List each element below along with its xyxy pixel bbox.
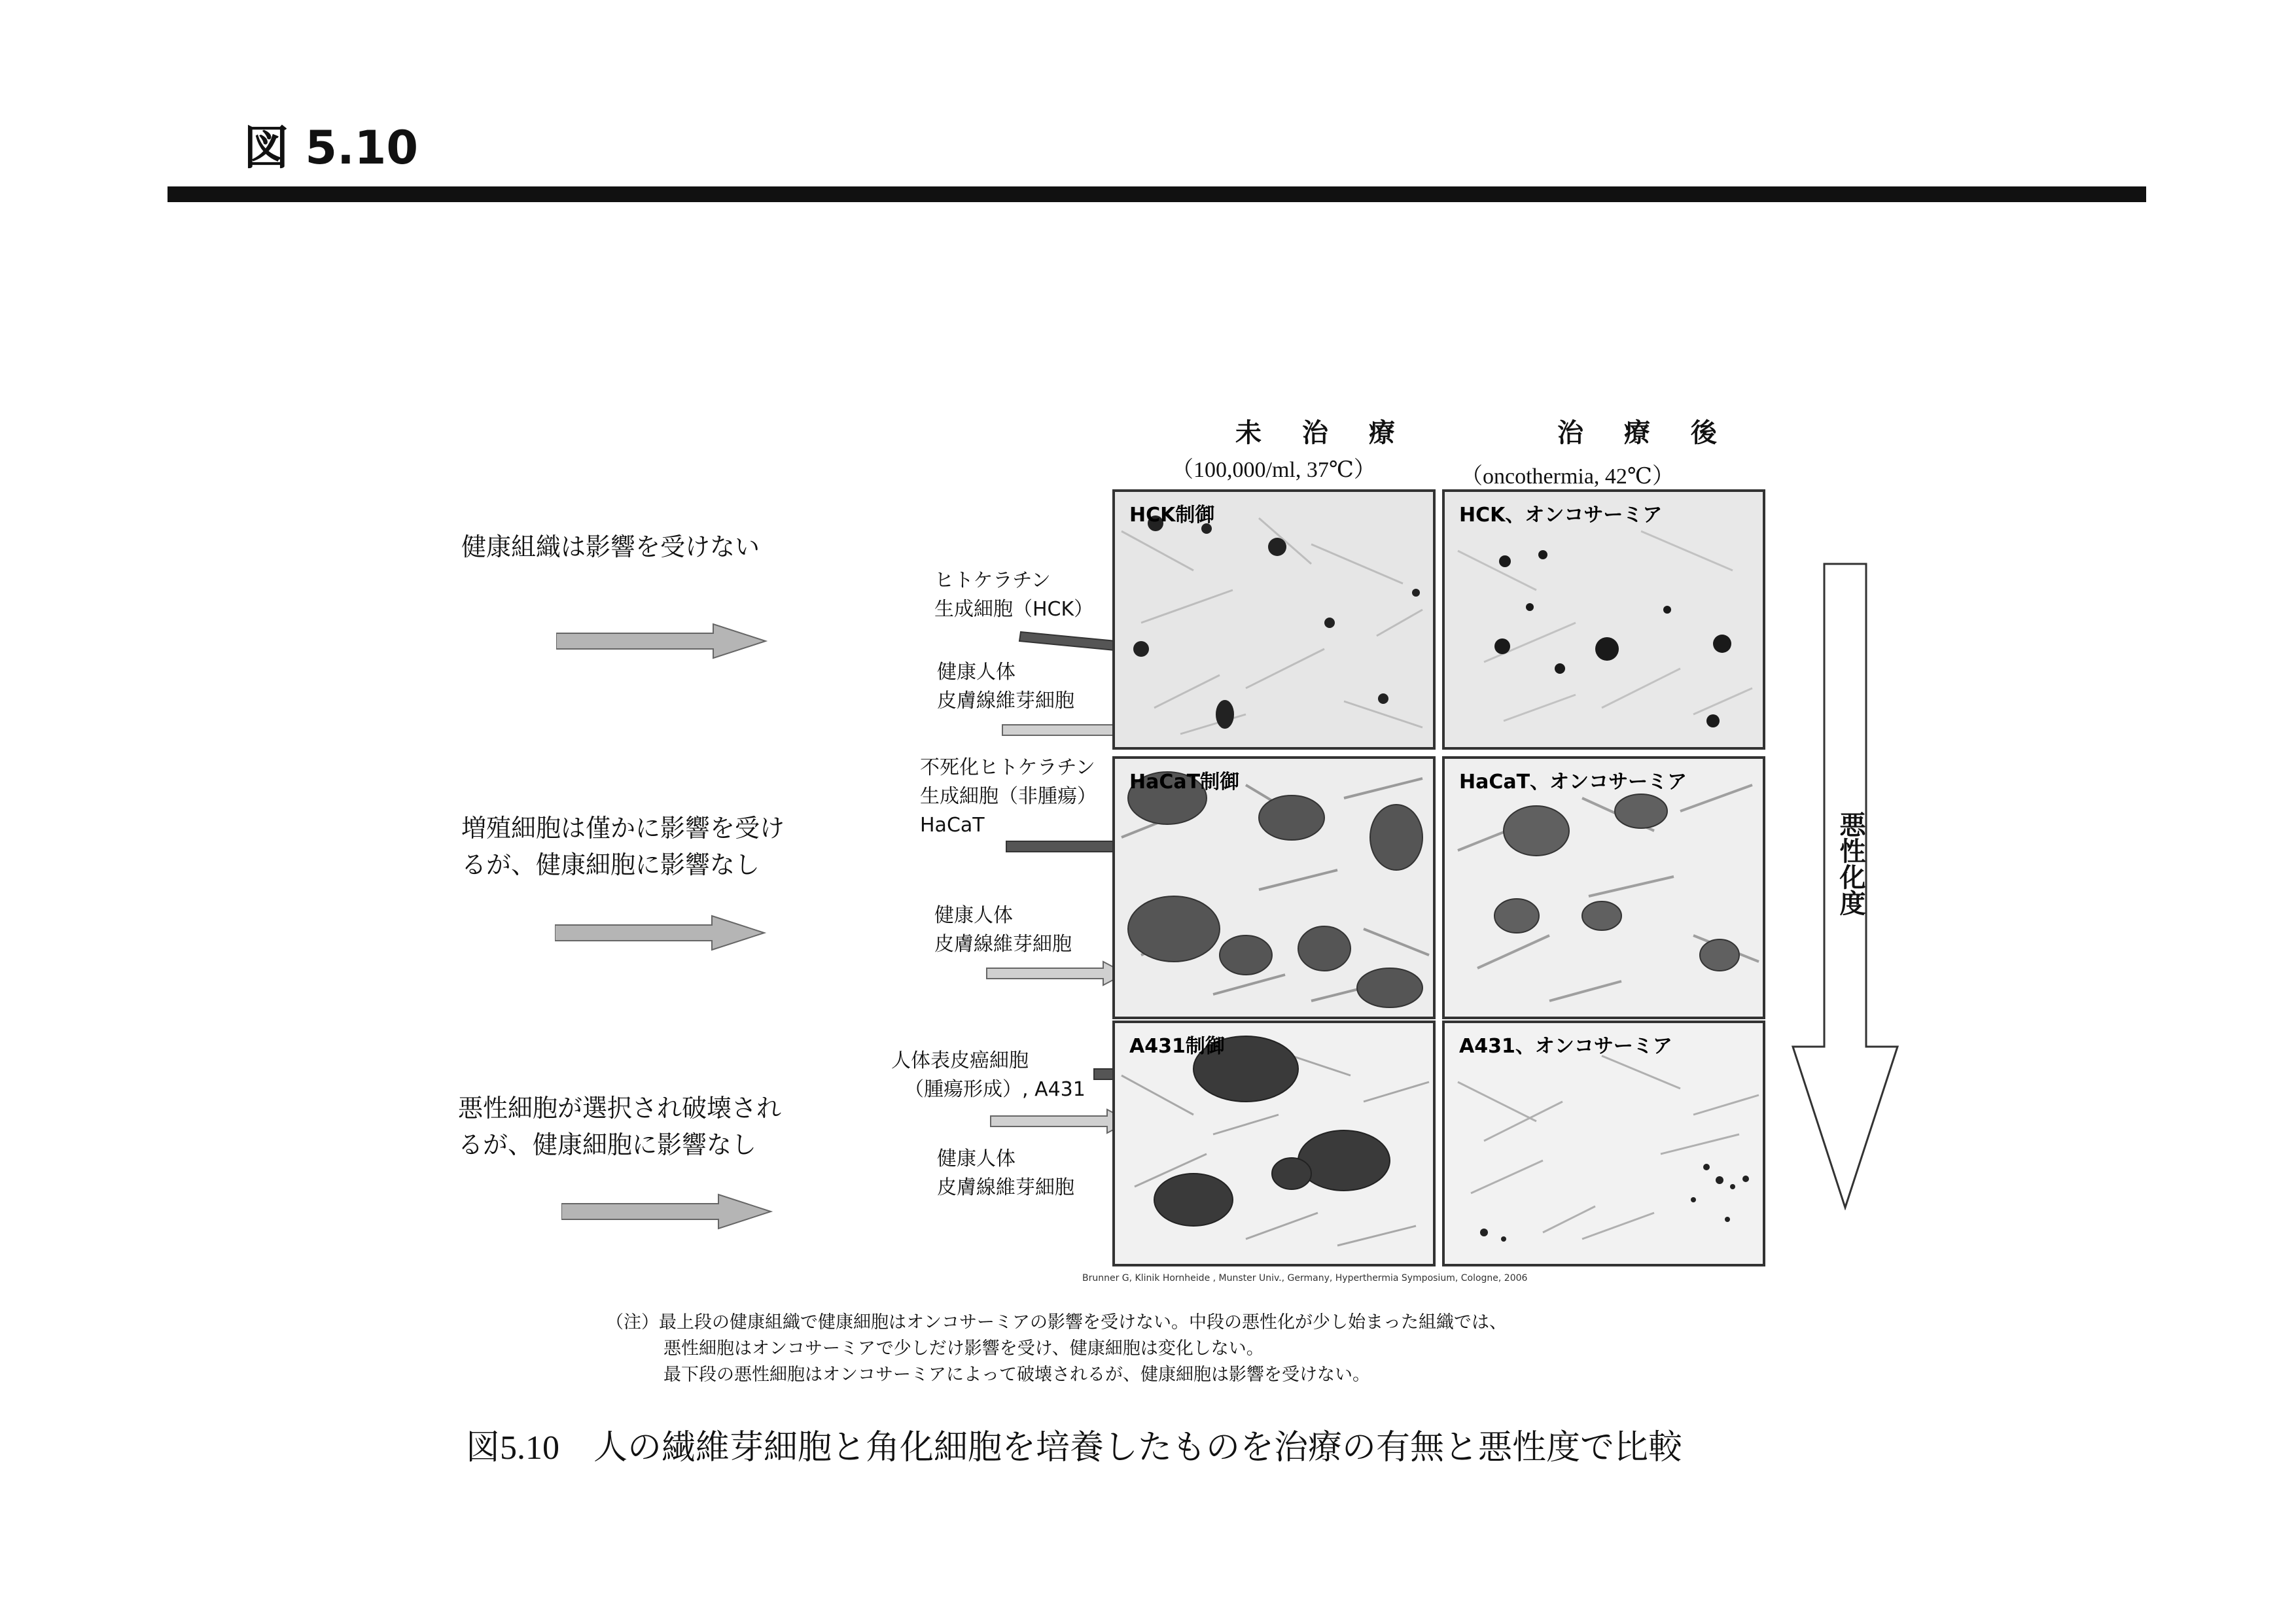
effect-row-1 <box>461 529 760 565</box>
pointer-arrow-fibro-row-2 <box>985 960 1129 986</box>
column-sub-untreated: （100,000/ml, 37℃） <box>1171 458 1376 482</box>
fibro-label-row-3 <box>937 1145 1074 1202</box>
micrograph-hck-oncothermia <box>1442 489 1765 750</box>
micrograph-image <box>1115 492 1433 747</box>
column-heading-treated: 治 療 後 <box>1557 418 1733 448</box>
micrograph-a431-control <box>1112 1021 1436 1266</box>
cell-type-row-3-line-1: 人体表皮癌細胞 <box>891 1049 1029 1072</box>
micrograph-image <box>1115 759 1433 1017</box>
micrograph-image <box>1445 492 1763 747</box>
cell-type-row-1 <box>934 567 1093 624</box>
panel-label-a431-oncothermia: A431、オンコサーミア <box>1459 1035 1672 1058</box>
note-line-2: 悪性細胞はオンコサーミアで少しだけ影響を受け、健康細胞は変化しない。 <box>663 1338 1264 1358</box>
panel-label-a431-control: A431制御 <box>1129 1035 1225 1058</box>
micrograph-a431-oncothermia <box>1442 1021 1765 1266</box>
fibro-label-row-2-line-1: 健康人体 <box>934 904 1013 927</box>
cell-type-row-1-line-1: ヒトケラチン <box>934 569 1051 592</box>
column-heading-untreated: 未 治 療 <box>1235 418 1411 448</box>
effect-row-1-line-1: 健康組織は影響を受けない <box>461 532 760 561</box>
fibro-label-row-3-line-1: 健康人体 <box>937 1147 1016 1170</box>
micrograph-image <box>1445 1023 1763 1264</box>
micrograph-hck-control <box>1112 489 1436 750</box>
micrograph-image <box>1445 759 1763 1017</box>
panel-label-hck-oncothermia: HCK、オンコサーミア <box>1459 504 1663 527</box>
figure-caption: 図5.10 人の繊維芽細胞と角化細胞を培養したものを治療の有無と悪性度で比較 <box>466 1429 1683 1467</box>
fibro-label-row-3-line-2: 皮膚線維芽細胞 <box>937 1176 1074 1199</box>
cell-type-row-2 <box>920 754 1097 840</box>
micrograph-hacat-oncothermia <box>1442 756 1765 1019</box>
micrograph-hacat-control <box>1112 756 1436 1019</box>
fibro-label-row-1-line-2: 皮膚線維芽細胞 <box>937 689 1074 712</box>
panel-label-hck-control: HCK制御 <box>1129 504 1215 527</box>
fibro-label-row-2-line-2: 皮膚線維芽細胞 <box>934 933 1072 956</box>
effect-row-2-line-1: 増殖細胞は僅かに影響を受け <box>461 814 785 843</box>
cell-type-row-2-line-1: 不死化ヒトケラチン <box>920 756 1095 779</box>
cell-type-row-2-line-2: 生成細胞（非腫瘍） <box>920 785 1097 808</box>
effect-arrow-row-1 <box>556 621 772 661</box>
effect-row-3 <box>458 1090 781 1163</box>
micrograph-image <box>1115 1023 1433 1264</box>
effect-arrow-row-3 <box>561 1192 777 1231</box>
effect-arrow-row-2 <box>555 913 771 952</box>
cell-type-row-3 <box>891 1047 1086 1104</box>
header-rule <box>168 186 2146 202</box>
panel-label-hacat-oncothermia: HaCaT、オンコサーミア <box>1459 771 1687 794</box>
cell-type-row-3-line-2: （腫瘍形成）, A431 <box>904 1078 1086 1101</box>
column-sub-treated: （oncothermia, 42℃） <box>1460 464 1674 489</box>
effect-row-3-line-1: 悪性細胞が選択され破壊され <box>458 1094 782 1123</box>
source-credit: Brunner G, Klinik Hornheide , Munster Univ., Germany, Hyperthermia Symposium, Cologne, 2006 <box>1082 1273 1528 1283</box>
panel-label-hacat-control: HaCaT制御 <box>1129 771 1240 794</box>
effect-row-2-line-2: るが、健康細胞に影響なし <box>461 850 760 879</box>
effect-row-3-line-2: るが、健康細胞に影響なし <box>458 1130 757 1159</box>
fibro-label-row-2 <box>934 901 1072 959</box>
pointer-arrow-fibro-row-3 <box>989 1108 1133 1134</box>
fibro-label-row-1-line-1: 健康人体 <box>937 661 1016 684</box>
note-line-1: （注）最上段の健康組織で健康細胞はオンコサーミアの影響を受けない。中段の悪性化が少し始まった組織では、 <box>606 1312 1507 1332</box>
fibro-label-row-1 <box>937 658 1074 716</box>
effect-row-2 <box>461 810 785 883</box>
cell-type-row-2-line-3: HaCaT <box>920 814 985 837</box>
malignancy-axis-label: 悪性化度 <box>1835 811 1865 916</box>
note-line-3: 最下段の悪性細胞はオンコサーミアによって破壊されるが、健康細胞は影響を受けない。 <box>663 1365 1370 1384</box>
cell-type-row-1-line-2: 生成細胞（HCK） <box>934 598 1094 621</box>
figure-number: 図 5.10 <box>243 121 419 175</box>
